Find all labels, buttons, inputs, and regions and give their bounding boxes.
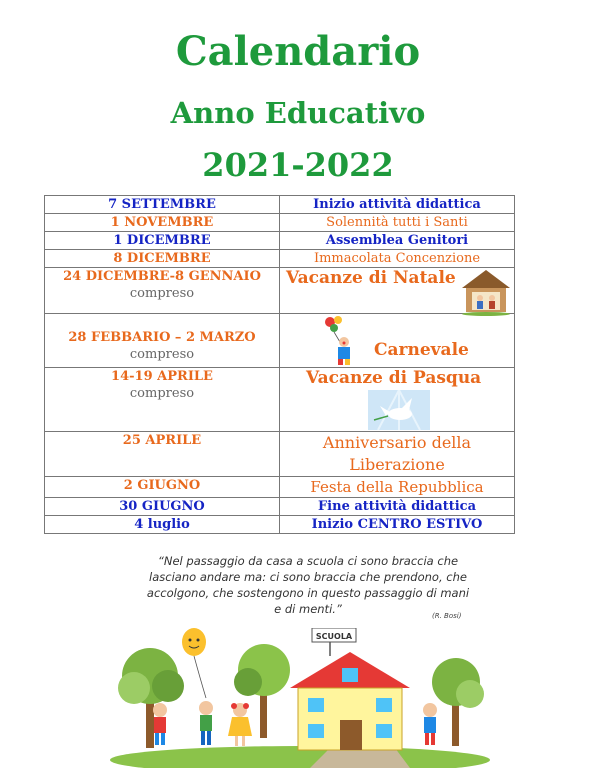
table-row [45, 498, 515, 516]
date-cell [45, 268, 280, 314]
event-cell: Solennità tutti i Santi [280, 214, 515, 232]
event-label: Vacanze di Pasqua [306, 368, 482, 388]
date-note: compreso [129, 386, 195, 401]
table-row [45, 214, 515, 232]
page-subtitle: Anno Educativo [170, 96, 426, 130]
event-label-line2: Liberazione [349, 455, 445, 474]
event-label: Carnevale [374, 340, 469, 360]
child-icon [199, 701, 213, 745]
event-cell [280, 477, 515, 498]
event-cell: Fine attività didattica [280, 498, 515, 516]
nativity-icon [460, 268, 512, 316]
school-illustration [110, 628, 490, 768]
table-row [45, 477, 515, 498]
school-building-icon [290, 628, 410, 750]
dove-icon [368, 390, 430, 430]
school-sign-label: SCUOLA [315, 632, 353, 641]
date-cell: 7 SETTEMBRE [45, 196, 280, 214]
child-icon [423, 703, 437, 745]
table-row [45, 268, 515, 314]
event-cell [280, 368, 515, 432]
date-cell: 4 luglio [45, 516, 280, 534]
table-row [45, 432, 515, 477]
balloon-icon [182, 628, 206, 698]
date-cell [45, 314, 280, 368]
calendar-table [44, 195, 515, 534]
date-cell: 8 DICEMBRE [45, 250, 280, 268]
date-cell: 1 DICEMBRE [45, 232, 280, 250]
date-cell: 30 GIUGNO [45, 498, 280, 516]
quote-author: (R. Bosi) [432, 612, 462, 620]
date-note: compreso [129, 286, 195, 301]
event-cell [280, 314, 515, 368]
table-row [45, 516, 515, 534]
date-cell: 1 NOVEMBRE [45, 214, 280, 232]
event-cell: Inizio CENTRO ESTIVO [280, 516, 515, 534]
date-cell: 2 GIUGNO [45, 477, 280, 498]
table-row [45, 314, 515, 368]
event-cell: Assemblea Genitori [280, 232, 515, 250]
event-cell: Inizio attività didattica [280, 196, 515, 214]
event-label-line1: Anniversario della [322, 433, 472, 452]
event-label: Festa della Repubblica [310, 478, 484, 496]
child-icon [228, 703, 252, 746]
date-label: 28 FEBBARIO – 2 MARZO [68, 329, 256, 345]
date-label: 14-19 APRILE [111, 369, 213, 384]
tree-icon [432, 658, 484, 746]
event-cell: Immacolata Concenzione [280, 250, 515, 268]
school-year: 2021-2022 [202, 146, 394, 184]
table-row [45, 368, 515, 432]
quote-text: “Nel passaggio da casa a scuola ci sono braccia che lasciano andare ma: ci sono braccia che prendono, che accolgono, che sostengono in questo passaggio di mani e di menti.” [146, 554, 470, 616]
clown-icon [322, 316, 364, 366]
table-row [45, 232, 515, 250]
event-label: Vacanze di Natale [286, 268, 456, 288]
date-note: compreso [129, 346, 195, 362]
date-cell [45, 368, 280, 432]
table-row [45, 196, 515, 214]
child-icon [153, 703, 167, 745]
page-title: Calendario [175, 28, 421, 75]
event-cell [280, 432, 515, 477]
date-label: 24 DICEMBRE-8 GENNAIO [63, 269, 261, 284]
tree-icon [118, 648, 184, 748]
date-cell: 25 APRILE [45, 432, 280, 477]
event-cell [280, 268, 515, 314]
table-row [45, 250, 515, 268]
